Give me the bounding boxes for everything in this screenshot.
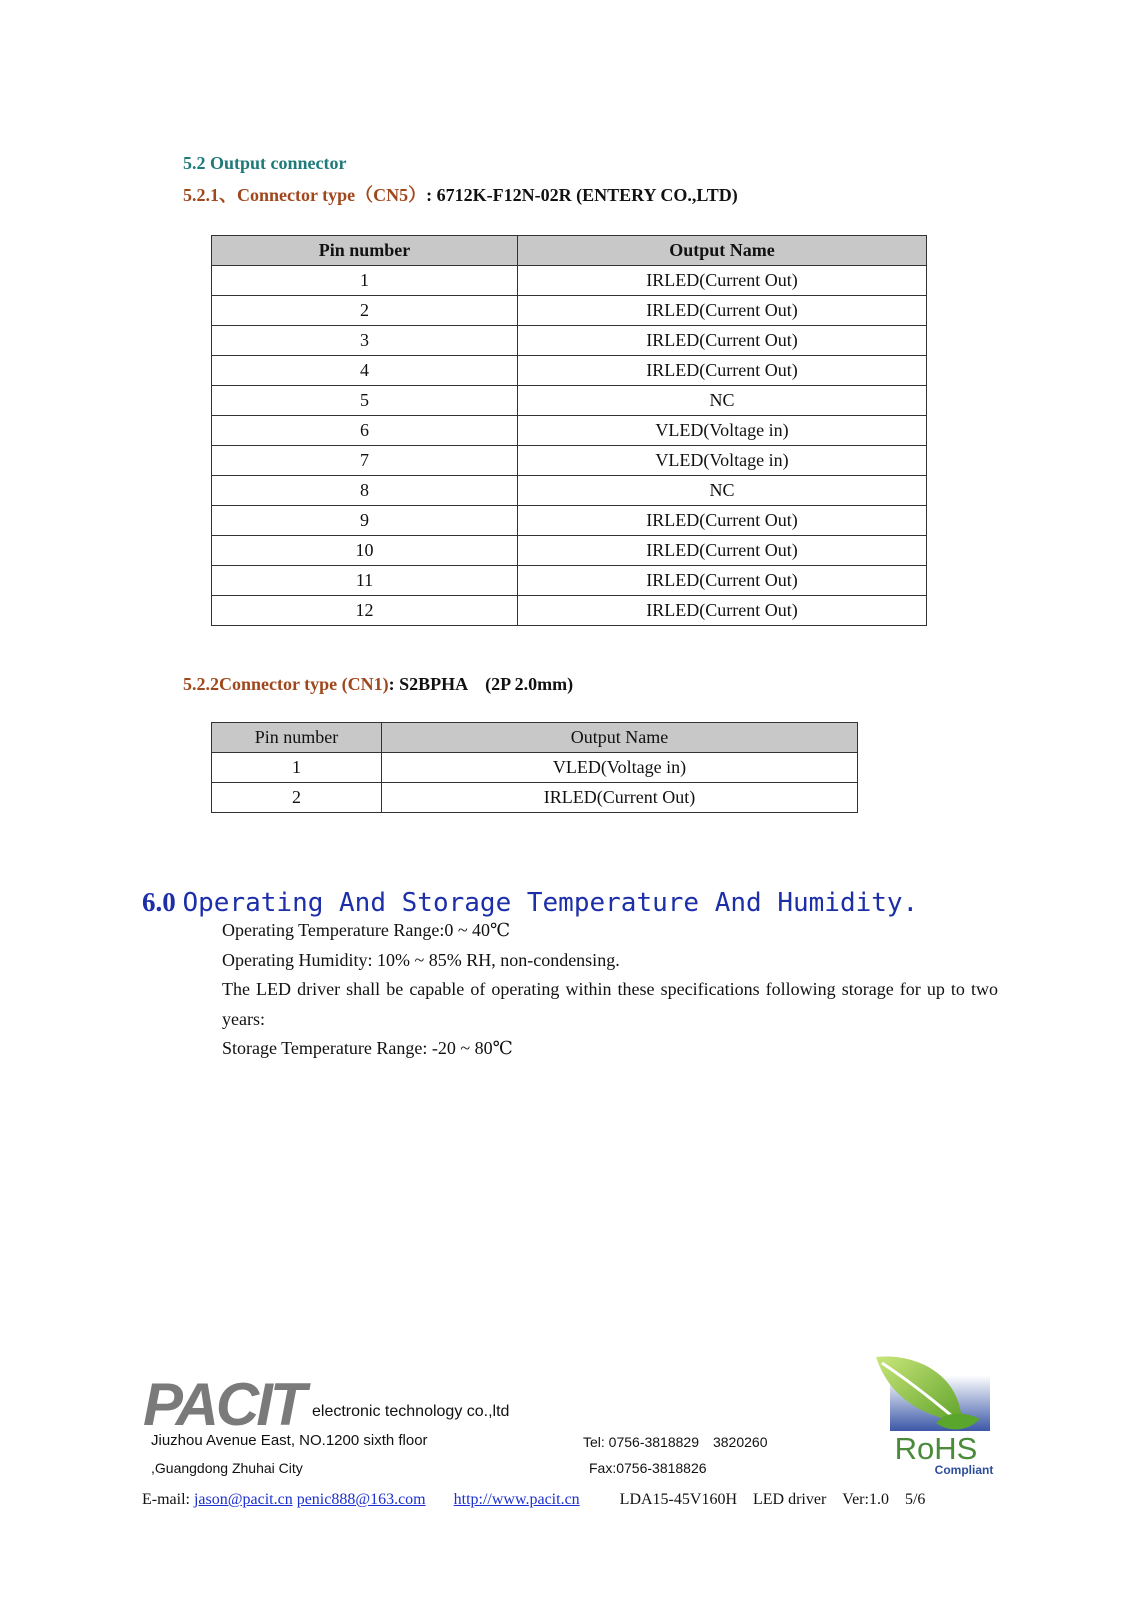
pin-number-cell: 8 — [212, 476, 518, 506]
rohs-compliant-text: Compliant — [934, 1463, 994, 1477]
address-line-1: Jiuzhou Avenue East, NO.1200 sixth floor — [151, 1432, 428, 1449]
storage-statement: The LED driver shall be capable of operating within these specifications following storage for up to two years: — [222, 979, 998, 1029]
output-name-cell: IRLED(Current Out) — [518, 566, 927, 596]
output-name-cell: IRLED(Current Out) — [518, 326, 927, 356]
cn1-pin-table — [211, 722, 858, 813]
output-name-cell: IRLED(Current Out) — [518, 536, 927, 566]
section-5-2-1-prefix: 5.2.1、Connector type（CN5） — [183, 185, 427, 205]
section-5-2-2-prefix: 5.2.2Connector type (CN1) — [183, 674, 389, 694]
logo-text: PACIT — [143, 1371, 304, 1438]
cn5-pin-table — [211, 235, 927, 626]
table-row — [212, 596, 927, 626]
output-name-cell: VLED(Voltage in) — [518, 416, 927, 446]
section-5-2-1-part: : 6712K-F12N-02R (ENTERY CO.,LTD) — [426, 185, 738, 205]
output-name-cell: IRLED(Current Out) — [518, 356, 927, 386]
operating-temperature: Operating Temperature Range:0 ~ 40℃ — [222, 920, 511, 940]
table-row — [212, 296, 927, 326]
section-5-2-2-part: : S2BPHA (2P 2.0mm) — [388, 674, 574, 694]
table-row — [212, 506, 927, 536]
pin-number-cell: 2 — [212, 296, 518, 326]
pin-number-cell: 1 — [212, 753, 382, 783]
output-name-cell: NC — [518, 386, 927, 416]
footer-line — [142, 1486, 925, 1509]
pin-number-cell: 2 — [212, 783, 382, 813]
pin-number-cell: 4 — [212, 356, 518, 386]
header-pin-number: Pin number — [212, 236, 518, 266]
table-row — [212, 476, 927, 506]
output-name-cell: IRLED(Current Out) — [382, 783, 858, 813]
output-name-cell: VLED(Voltage in) — [382, 753, 858, 783]
pin-number-cell: 1 — [212, 266, 518, 296]
table-row — [212, 326, 927, 356]
section-title: Operating And Storage Temperature And Humidity. — [182, 888, 919, 918]
section-5-2-title: 5.2 Output connector — [183, 153, 347, 173]
rohs-compliant-badge — [872, 1353, 996, 1477]
rohs-leaf-icon — [872, 1353, 996, 1477]
output-name-cell: IRLED(Current Out) — [518, 296, 927, 326]
pin-number-cell: 3 — [212, 326, 518, 356]
table-row — [212, 536, 927, 566]
pacit-logo — [143, 1371, 304, 1438]
address-line-2: ,Guangdong Zhuhai City — [151, 1460, 303, 1476]
telephone: Tel: 0756-3818829 3820260 — [583, 1434, 768, 1450]
table-row — [212, 266, 927, 296]
table-header-row — [212, 236, 927, 266]
document-info: LDA15-45V160H LED driver Ver:1.0 5/6 — [619, 1491, 926, 1508]
email-link-jason[interactable]: jason@pacit.cn — [193, 1491, 293, 1508]
section-6-0-heading — [142, 887, 918, 918]
table-header-row — [212, 723, 858, 753]
pin-number-cell: 6 — [212, 416, 518, 446]
pin-number-cell: 11 — [212, 566, 518, 596]
pin-number-cell: 7 — [212, 446, 518, 476]
header-output-name: Output Name — [382, 723, 858, 753]
output-name-cell: IRLED(Current Out) — [518, 596, 927, 626]
website-link[interactable]: http://www.pacit.cn — [453, 1491, 580, 1508]
output-name-cell: VLED(Voltage in) — [518, 446, 927, 476]
output-name-cell: IRLED(Current Out) — [518, 266, 927, 296]
section-6-0-body — [222, 916, 998, 1064]
section-5-2-2-title — [183, 670, 573, 696]
operating-humidity: Operating Humidity: 10% ~ 85% RH, non-condensing. — [222, 949, 620, 970]
output-name-cell: NC — [518, 476, 927, 506]
header-pin-number: Pin number — [212, 723, 382, 753]
pin-number-cell: 12 — [212, 596, 518, 626]
email-label: E-mail: — [142, 1491, 194, 1508]
company-name: electronic technology co.,ltd — [312, 1403, 510, 1420]
storage-temperature: Storage Temperature Range: -20 ~ 80℃ — [222, 1038, 513, 1058]
pin-number-cell: 5 — [212, 386, 518, 416]
table-row — [212, 446, 927, 476]
table-row — [212, 566, 927, 596]
table-row — [212, 356, 927, 386]
table-row — [212, 783, 858, 813]
table-row — [212, 753, 858, 783]
section-number: 6.0 — [142, 887, 176, 917]
rohs-text: RoHS — [894, 1431, 978, 1466]
header-output-name: Output Name — [518, 236, 927, 266]
pin-number-cell: 9 — [212, 506, 518, 536]
pin-number-cell: 10 — [212, 536, 518, 566]
fax: Fax:0756-3818826 — [589, 1460, 707, 1476]
email-link-penic[interactable]: penic888@163.com — [296, 1491, 426, 1508]
section-5-2-1-title — [183, 181, 738, 207]
table-row — [212, 386, 927, 416]
output-name-cell: IRLED(Current Out) — [518, 506, 927, 536]
table-row — [212, 416, 927, 446]
